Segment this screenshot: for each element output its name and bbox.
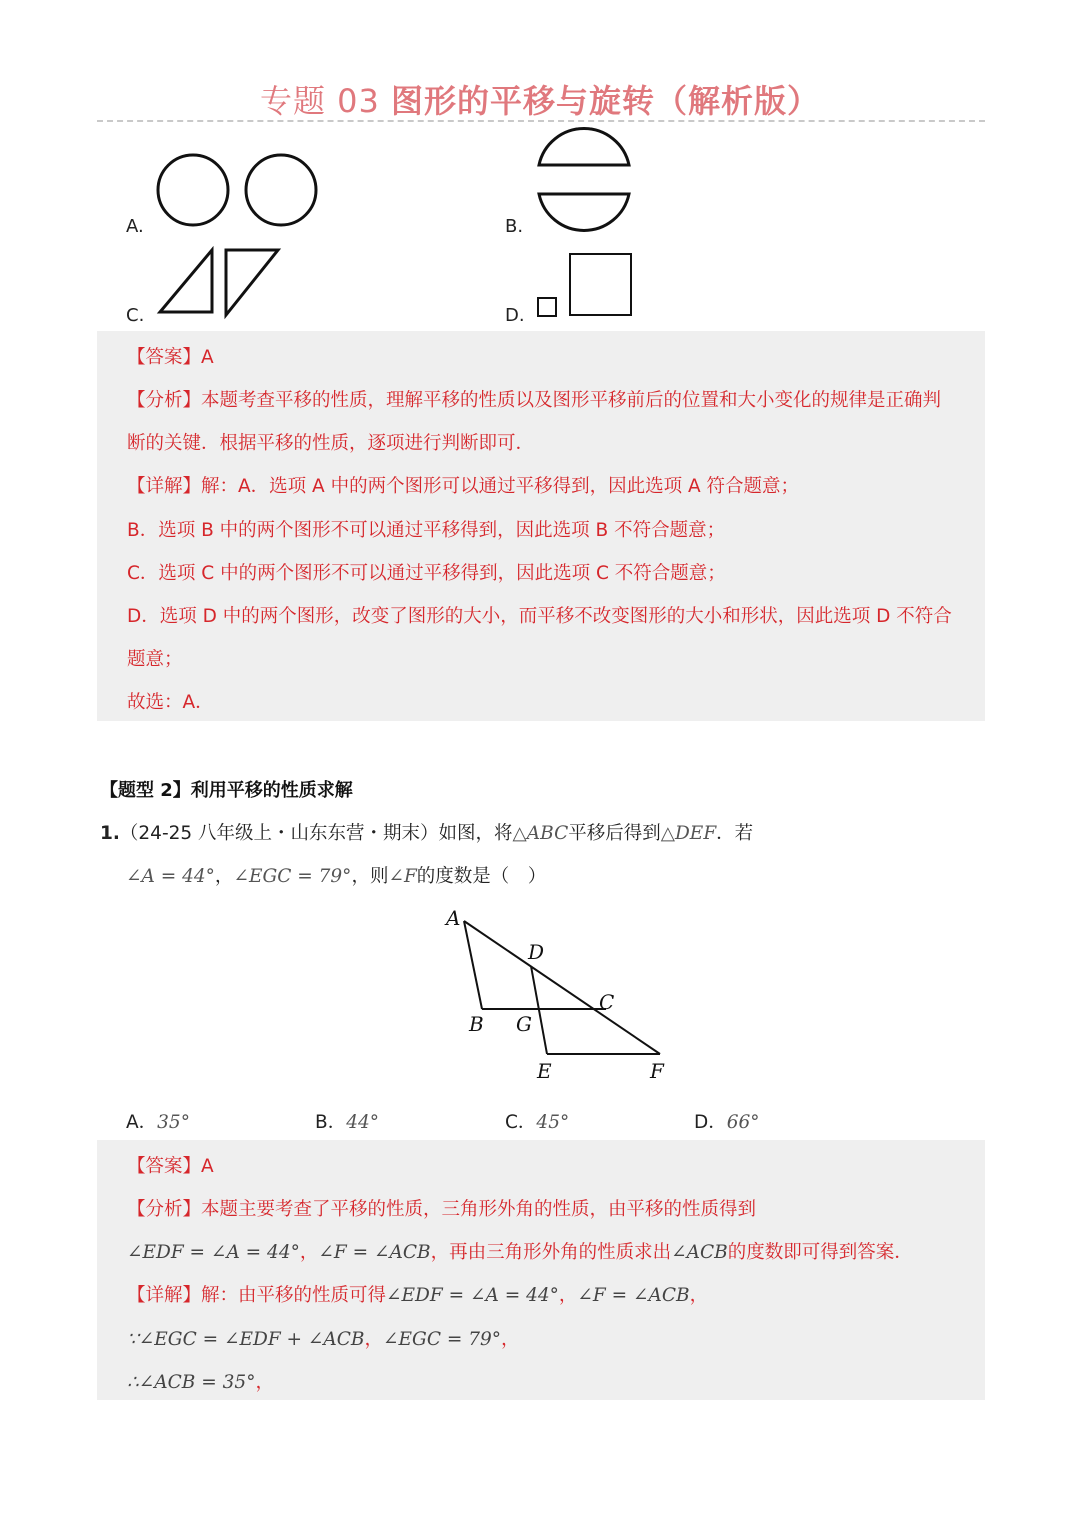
segment-af — [464, 921, 660, 1054]
small-square — [538, 298, 556, 316]
detail-eq-3: ∠EGC = ∠EDF + ∠ACB — [138, 1329, 365, 1350]
triangle-left — [160, 250, 212, 312]
detail-line-2: B．选项 B 中的两个图形不可以通过平移得到，因此选项 B 不符合题意； — [127, 520, 726, 541]
detail-line-2 — [127, 1325, 967, 1351]
title-topic-name: 图形的平移与旋转（解析版） — [391, 82, 821, 120]
page-title — [0, 76, 1080, 122]
analysis-eq-2: ∠F = ∠ACB — [318, 1242, 431, 1263]
stem-part-1: （24-25 八年级上・山东东营・期末）如图，将 — [119, 823, 513, 844]
detail-eq-1: ∠EDF = ∠A = 44° — [386, 1285, 559, 1306]
option-b-figure — [530, 125, 640, 235]
detail-sep-3: ， — [364, 1329, 384, 1350]
answer-line: 【答案】A — [127, 347, 214, 368]
detail-sep-4: ， — [501, 1329, 520, 1350]
analysis-line-1: 【分析】本题主要考查了平移的性质，三角形外角的性质，由平移的性质得到 — [127, 1199, 757, 1220]
stem-part-4: ，则 — [351, 866, 389, 887]
header-divider — [97, 120, 985, 122]
angle-f: ∠F — [388, 866, 417, 887]
choice-a-value: 35° — [157, 1112, 190, 1133]
detail-sep-1: ， — [558, 1285, 578, 1306]
point-f-label: F — [650, 1059, 664, 1083]
point-c-label: C — [599, 990, 615, 1014]
stem-part-3: ．若 — [716, 823, 754, 844]
detail-line-3 — [127, 1368, 967, 1394]
point-a-label: A — [446, 906, 461, 930]
option-a-label: A. — [126, 216, 144, 237]
choice-b — [315, 1108, 379, 1134]
choice-d-label: D． — [694, 1112, 727, 1133]
choice-c — [505, 1108, 569, 1134]
analysis-end: 的度数即可得到答案． — [727, 1242, 913, 1263]
stem-part-5: 的度数是（ ） — [416, 866, 547, 887]
point-b-label: B — [469, 1012, 484, 1036]
triangle-right — [226, 250, 278, 315]
point-g-label: G — [516, 1012, 532, 1036]
choice-c-value: 45° — [536, 1112, 570, 1133]
option-d-label: D. — [505, 305, 525, 326]
analysis-angle: ∠ACB — [671, 1242, 728, 1263]
detail-line-3: C．选项 C 中的两个图形不可以通过平移得到，因此选项 C 不符合题意； — [127, 563, 726, 584]
detail-line-1: 【详解】解：A．选项 A 中的两个图形可以通过平移得到，因此选项 A 符合题意； — [127, 476, 799, 497]
lower-half-disc — [539, 194, 629, 230]
detail-line-1 — [127, 1281, 967, 1307]
triangle-def: △DEF — [660, 823, 717, 844]
detail-line-5: 题意； — [127, 649, 183, 670]
detail-eq-4: ∠EGC = 79° — [383, 1329, 502, 1350]
option-a-figure — [150, 150, 330, 240]
title-topic-number: 专题 03 — [259, 82, 380, 120]
translation-figure — [430, 900, 690, 1090]
solution-box-1 — [97, 331, 985, 721]
because-symbol: ∵ — [127, 1329, 139, 1350]
option-c-label: C. — [126, 305, 145, 326]
choice-b-value: 44° — [346, 1112, 379, 1133]
choice-b-label: B． — [315, 1112, 347, 1133]
choice-d — [694, 1108, 760, 1134]
large-square — [570, 254, 631, 315]
choice-c-label: C． — [505, 1112, 537, 1133]
answer-line: 【答案】A — [127, 1156, 214, 1177]
choice-a-label: A． — [126, 1112, 158, 1133]
segment-ab — [464, 921, 482, 1009]
stem-separator: ， — [214, 866, 234, 887]
conclusion-line: 故选：A． — [127, 692, 214, 713]
detail-eq-5: ∠ACB = 35° — [138, 1372, 256, 1393]
circle-right — [246, 155, 316, 225]
analysis-eq-1: ∠EDF = ∠A = 44° — [127, 1242, 300, 1263]
stem-part-2: 平移后得到 — [568, 823, 661, 844]
analysis-text: ，再由三角形外角的性质求出 — [430, 1242, 672, 1263]
choice-d-value: 66° — [726, 1112, 760, 1133]
point-e-label: E — [537, 1059, 552, 1083]
option-d-figure — [530, 248, 640, 323]
therefore-symbol: ∴ — [127, 1372, 139, 1393]
analysis-line-1: 【分析】本题考查平移的性质，理解平移的性质以及图形平移前后的位置和大小变化的规律是正确判 — [127, 390, 942, 411]
condition-angle-a: ∠A = 44° — [126, 866, 215, 887]
solution-box-2 — [97, 1140, 985, 1400]
condition-angle-egc: ∠EGC = 79° — [233, 866, 352, 887]
option-c-figure — [150, 240, 290, 325]
question-stem-line-2 — [126, 862, 546, 888]
question-number: 1. — [100, 823, 120, 844]
detail-line-4: D．选项 D 中的两个图形，改变了图形的大小，而平移不改变图形的大小和形状，因此选项 D 不符合 — [127, 606, 952, 627]
upper-half-disc — [539, 129, 629, 165]
analysis-line-2: 断的关键．根据平移的性质，逐项进行判断即可． — [127, 433, 535, 454]
section-heading: 【题型 2】利用平移的性质求解 — [100, 780, 353, 801]
choice-a — [126, 1108, 190, 1134]
detail-prefix: 【详解】解：由平移的性质可得 — [127, 1285, 387, 1306]
circle-left — [158, 155, 228, 225]
analysis-line-2 — [127, 1238, 967, 1264]
detail-eq-2: ∠F = ∠ACB — [577, 1285, 690, 1306]
triangle-abc: △ABC — [512, 823, 569, 844]
question-stem-line-1 — [100, 819, 753, 845]
point-d-label: D — [528, 940, 545, 964]
detail-sep-5: ， — [255, 1372, 274, 1393]
option-b-label: B. — [505, 216, 524, 237]
detail-sep-2: ， — [689, 1285, 709, 1306]
analysis-sep: ， — [299, 1242, 319, 1263]
